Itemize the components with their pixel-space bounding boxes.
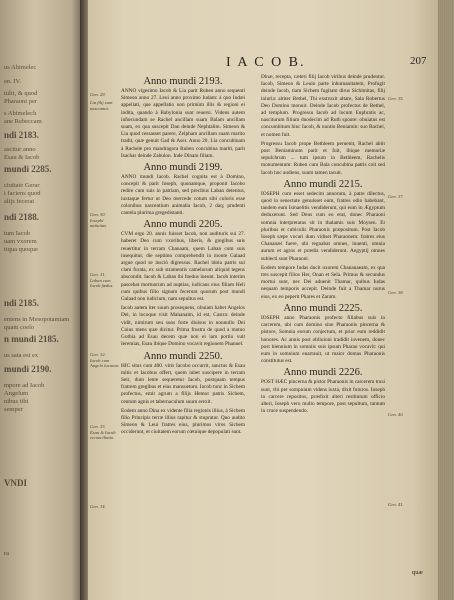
left-page-fragment: nibus tibi [4, 398, 29, 405]
margin-note: Laban cum Iacob fœdus. [90, 278, 114, 289]
left-page-fragment: tiqua quoque [4, 246, 38, 253]
paragraph: POST HÆC pincerna & pistor Pharaonis in carcerem trusi sunt, vbi per sompnium videns iuxta, dixit futuros. Ioseph in carcere repositos, prædixit alteri restitutum officio alteri, Ioseph vero multo tempore, post sepultum, tantum in cruce suspendendo. [261, 379, 385, 415]
paragraph: IOSEPH anno Pharaonis profecto filiabus suis in carcerem, ubi cum domino sine Pharaonis pincerna & pistore, Somnia eorum conjectum, et prior eum reddidit honores. Ac annis post obliuioni tradidit iuvenem, donec post biennium in somniis suis ipsum Pharao vocavit: qui eum in somnium enarrauit, ut maior domus Pharaonis constitutus est. [261, 314, 385, 365]
right-page [88, 0, 440, 600]
text-column-right [261, 74, 385, 417]
page-edge [438, 0, 454, 600]
paragraph: ANNO mundi Iacob. Rachel cognita est à Domino, concepit & parit Ioseph, quonamque, proponit Iacobo redire cum suis in patriam, sed precibus Laban detentus, iuxtaque fertur ut Deo mercede cotum sibi coloris esse colonibus nascentium animalia Iacob, 2 daq; prudenti cautela plurima gregedistanti. [121, 174, 245, 217]
paragraph: Progressu Iacob prope Bethleem peruenit, Rachel abiit post Beniaminum parit et fuit, ibique memoriæ sepulchrum ... tum ipsum in Bethleem, Rachelis monumentum: Ruben cum Bala concubina patris coit sed Iacob hoc audiens, suum tamen tacuit. [261, 140, 385, 176]
left-page-fragment: en. IV. [4, 78, 22, 85]
left-page-fragment: mundi 2285. [4, 164, 52, 174]
left-page-fragment: ane Rebeccam [4, 118, 42, 125]
page-number: 207 [410, 55, 427, 67]
left-page-fragment: quam coelo [4, 324, 35, 331]
margin-note: Iosephi natiuitas. [90, 218, 108, 229]
left-page-fragment: s Abimelech [4, 110, 37, 117]
left-page-fragment: Angelum [4, 390, 29, 397]
year-heading: Anno mundi 2193. [143, 76, 223, 87]
left-page-fragment: uam vxorem [4, 238, 37, 245]
paragraph: HIC situs cum 400. viris Iacobo occurrit, sanctus & Esau mitis et Iacobus offert, quem iubet suscipere in terram Seir, dum lente sequeretur Iacob, postquam tempus fratrem gregibus et eius mansuetum. Iacob tunc in Sichem profectus, emit agrum a filijs Hemor patris Sichem, centum agnis et tabernaculum suum erexit. [121, 362, 245, 405]
left-page-fragment: ra [4, 550, 10, 557]
left-page-fragment: ndi 2185. [4, 298, 40, 308]
margin-note: Gen. 40. [388, 412, 404, 417]
year-heading: Anno mundi 2226. [283, 367, 363, 379]
margin-note: Gen. 33. [90, 424, 106, 429]
year-heading: Anno mundi 2225. [283, 302, 363, 314]
left-page-fragment: Pharaoni per [4, 98, 38, 105]
margin-note: Gen. 34. [90, 504, 106, 509]
left-page-fragment: tum Iacob [4, 230, 31, 237]
margin-note: Gen. 37. [388, 194, 404, 199]
margin-note: nascuntur. [90, 106, 110, 111]
margin-note: Gen. 32. [90, 352, 106, 357]
left-page-fragment: ciuitate Gerar [4, 182, 40, 189]
left-page-fragment: us Abimelec [4, 64, 37, 71]
left-page-fragment: Esau & Iacob [4, 154, 40, 161]
text-column-left [121, 74, 245, 439]
left-page-fragment: ascitur anno [4, 146, 36, 153]
margin-note: Gen. 31. [90, 272, 106, 277]
left-page-fragment: ndi 2183. [4, 130, 40, 140]
left-page-fragment: us sata est ex [4, 352, 39, 359]
paragraph: Iacob autem iter suum prosequens, obuiam habet Angelos Dei, in locoque visit Mahanaim, id est, Castra: deinde vidit, nimirum seu suos forte diuisus in nonnullo Dei Cuius mens quæ dicitur. Prima frustra de quod a mutuo Gothia ad Esau decem quæ non ei iam portio vult Ieremias, Esau ibique Domino vocavit regionem Phanuel. [121, 305, 245, 348]
paragraph: IOSEPH cum esset sedecim annorum, à patre dilectus, quod in senectute genuisset eum, fratres odio habebant, tandem eum Ismaelitis vendiderunt, qui eum in Ægyptum deduxerunt. Sed Deus cum eo erat, donec Pharaoni somnia interpretatus sit in thalamis suis Moysen. Et pluribus et cubiculis Pharaonis præpositum. Post Iacob Ioseph sæpe vocari dum vidiset Pharaonem: fratres eius Chananæi fuere, ubi regnabat omnes, inuenti, omnia aurum et agros et prædia vendiderunt. Aegyptij omnes subiecti sunt Pharaoni. [261, 190, 385, 262]
paragraph: Eodem anno Dina ex vidente filia regionis illius, à Sichem filio Principis terræ illius rapitur & stupratur. Quo audito Simeon & Leui fratres eius, plurimos viros Sichem occiderunt, et ciuitatem eorum cœtuique depopulati sunt. [121, 407, 245, 436]
year-heading: Anno mundi 2215. [283, 178, 363, 190]
margin-note: Gen. 38. [388, 290, 404, 295]
left-page-fragment: mpore ad Iacob [4, 382, 45, 389]
left-page-fragment: n mundi 2185. [4, 334, 59, 344]
margin-note: Iacob cum Angelo luctatur. [90, 358, 120, 369]
paragraph: CVM ergo 20. annis fuisset Iacob, non audituris sui 27. haberet Deo cum vxoribus, liberis, & gregibus suis reuertitur in terram Chanaam, quem Laban cum suis insequitur, die septimo comprehendit in monte Galaad argue quod se insciò digressus. Rachel idola patris sui clam furata, ex sub stramentis camelorum aliquid tegens abscondit. Iacob & Laban ibi foedus ineunt. Iacob interim pascebat mortuorum ad nuptias, iudicans eius filiam Heli cum quibus filio signum fecerunt quorum post mundi Galaad non iudicium, nam sepultus est. [121, 231, 245, 303]
margin-note: Gen. 35. [388, 96, 404, 101]
left-page-fragment: i faciens quod [4, 190, 41, 197]
running-title: I A C O B. [226, 55, 306, 70]
left-page-fragment: tulit, & quod [4, 90, 38, 97]
year-heading: Anno mundi 2205. [143, 219, 223, 231]
margin-note: Gen. 41. [388, 502, 404, 507]
left-page-fragment: VNDI [4, 478, 28, 488]
left-page-fragment: alijs fecerat [4, 198, 35, 205]
year-heading: Anno mundi 2199. [143, 162, 223, 174]
left-page-fragment: semper [4, 406, 23, 413]
left-page-fragment: eniens in Mesopotamiam [4, 316, 70, 323]
margin-note: Lia filij sunt [90, 100, 113, 105]
catchword: quæ [412, 569, 423, 576]
margin-note: Gen. 30. [90, 212, 106, 217]
left-page [0, 0, 84, 600]
paragraph: Eodem tempore Iudas ducit uxorem Chananaeam, ex qua tres suscepit filios Her, Onan et Sela. Primus & secundus mortui sunt, nec Dei aduenit Thamar, quibus Iudas nequam temporis accepit. Deinde fuit a Thamar nurus eius, ex eo peperit Phares et Zaram. [261, 264, 385, 300]
left-page-fragment: ndi 2188. [4, 212, 40, 222]
year-heading: Anno mundi 2250. [143, 350, 223, 362]
paragraph: ANNO vigesimo Iacob & Lia parit Ruben anno sequenti Simeon anno 27. Leui anno proximo Iudam: à quo Iudæi appellati, que appellatio non primùm illis & regioni ei indita, quando à Babylonia sunt reuersi. Videns autem infœcundam se Rachel ancillam suam Balam ancillam suam, ex qua suscepit Dan deinde Nephtalim. Simeon & Lia quod cessasset parere, Zelpham ancillam suam marito tradit, quæ genuit Gad & Aser. Anno 20. Lia concubinam à Rachele pro mandragora Ruben concubina mariti, parit Isachar deinde Zabulon. Inde Dinam filiam. [121, 88, 245, 159]
left-page-fragment: mundi 2190. [4, 364, 52, 374]
margin-note: Gen. 29. [90, 92, 106, 97]
paragraph: Dinæ, recepta, cæteri filij Iacob viribus deinde prudentur. Iacob, Simeon & Leuin parte inhumanitatem, Profugit deinde Iacob, tiam Sichem fugitam dirus Sichimitas, filij iniuria: altiter Bethel, Thi exstruxit altare, Sala Robertus Deo Domino monuit. Deinde Iacob profectus de Bethel, ad templum. Progressu Iacob ad locum Euphratis ac, nasciturum filium duodecim ad Ruth sponte: obuiatus est concumbitum hinc Iacob, & nuntio Beniamin: suo Rachel, et nomen fuit. [261, 74, 385, 138]
margin-note: Esau & Iacob reconciliatio. [90, 430, 116, 441]
